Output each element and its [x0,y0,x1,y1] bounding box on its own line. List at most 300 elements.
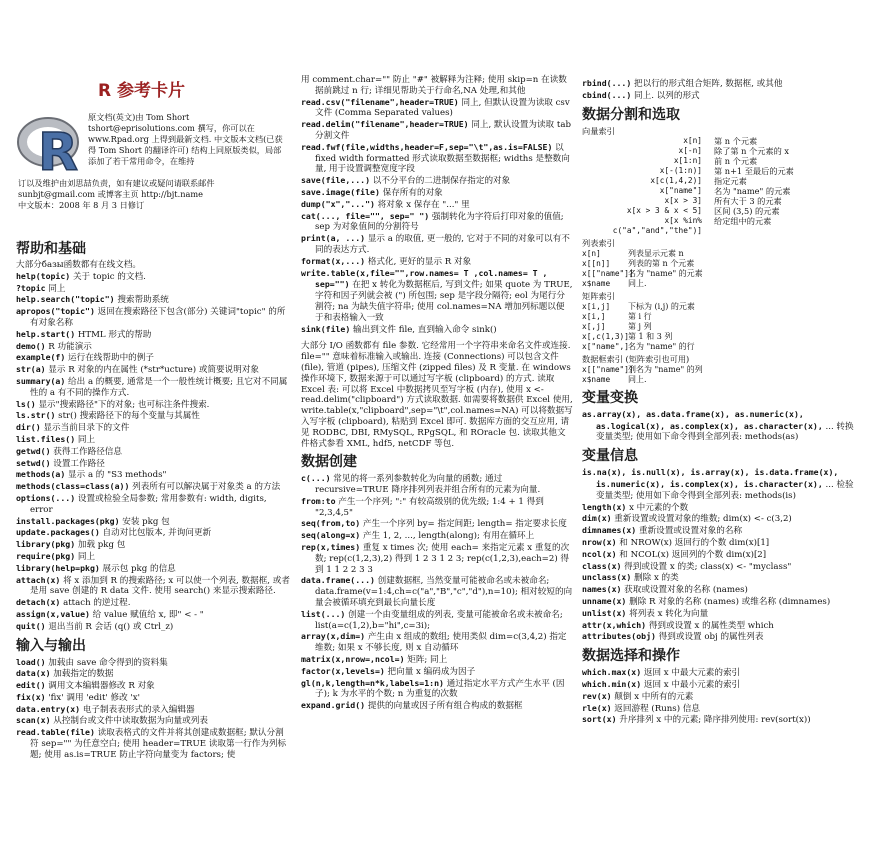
entry-command: detach(x) [16,597,61,608]
index-meaning: 第 n+1 至最后的元素 [714,166,794,177]
index-expression: x[i,] [582,311,606,321]
index-expression: x[,j] [582,321,606,331]
entry-command: rbind(...) [582,78,632,88]
entry-description: 退出当前 R 会话 (q() 或 Ctrl_z) [45,621,174,632]
entry [16,469,290,481]
entry-command: read.table(file) [16,727,95,738]
entry-command: which.min(x) [582,678,642,689]
entry-description: 同上 [75,434,96,445]
entry [301,268,573,324]
entry-command: fix(x) [16,691,46,702]
index-meaning: 列表显示元素 n [628,249,684,259]
entry-description: 得到或设置 obj 的属性列表 [655,632,764,643]
entry-description: 显示当前目录下的文件 [40,423,130,434]
index-row [582,332,858,342]
entry [16,294,290,306]
entry-description: 将对象 x 保存在 "..." 里 [374,199,470,210]
entry-description: 同上 [75,551,96,562]
entry-command: seq(from,to) [301,518,361,529]
entry-command: read.delim("filename",header=TRUE) [301,119,469,130]
index-meaning: 同上. [628,374,647,384]
entry-command: c(...) [301,473,331,484]
entry [582,691,858,703]
entry [301,700,573,712]
entry [301,97,573,120]
entry [582,608,858,620]
vector-index-table [582,136,858,236]
entry-description: 产生由 x 组成的数组; 使用类似 dim=c(3,4,2) 指定维数; 如果 x 不够长度, 则 x 自动循环 [315,632,567,654]
entry-command: nrow(x) [582,536,617,547]
entry-description: 颠倒 x 中所有的元素 [611,691,694,702]
entry-command: attach(x) [16,574,61,585]
entry [301,666,573,678]
info-list [582,467,858,643]
entry [16,376,290,399]
help-intro: 大部分базы函数都有在线文档。 [16,260,141,270]
entry [16,399,290,411]
conversion-list [582,409,858,443]
index-row [582,249,858,259]
entry-command: expand.grid() [301,700,366,711]
vector-index-label: 向量索引 [582,125,615,136]
card-title: R 参考卡片 [98,81,186,101]
index-row [582,166,858,176]
index-meaning: 名为 "name" 的元素 [714,186,791,197]
entry-description: 和 NROW(x) 返回行的个数 dim(x)[1] [616,537,770,548]
entry [582,513,858,525]
entry [16,329,290,341]
entry [582,78,858,90]
index-expression: x$name [582,279,611,289]
entry-command: ls() [16,398,36,409]
entry-description: 显示 a 的 "S3 methods" [65,470,167,481]
entry-command: sink(file) [301,323,351,334]
entry [301,530,573,542]
index-expression: x[,c(1,3)] [582,331,629,341]
entry-command: methods(a) [16,469,66,480]
intro-text-continued [18,178,288,211]
index-row [582,322,858,332]
entry-description: 重新设置或设置对象的名称 [636,526,743,537]
entry-description: 返回 x 中最小元素的索引 [641,679,741,690]
entry-description: 重新设置或设置对象的维数; dim(x) <- c(3,2) [611,514,792,525]
entry-description: 把向量 x 编码成为因子 [384,666,476,677]
entry-command: load() [16,656,46,667]
entry-command: install.packages(pkg) [16,515,120,526]
entry [301,119,573,142]
entry-description: 创建数据框, 当然变量可能被命名或未被命名; data.frame(v=1:4,ch=c("a","B","c","d"),n=10); 相对较短的向量会被循环填充到最长向量长度 [315,576,573,609]
index-meaning: 所有大于 3 的元素 [714,196,782,207]
entry [16,668,290,680]
index-meaning: 除了第 n 个元素的 x [714,146,790,157]
entry-description: ... 转换变量类型; 使用如下命令得到全部列表: methods(as) [596,421,854,443]
index-expression: x[["name"]] [582,269,634,279]
entry-description: 返回游程 (Runs) 信息 [611,703,700,714]
entry-command: ncol(x) [582,548,617,559]
section-create-title: 数据创建 [301,454,357,471]
entry [582,679,858,691]
entry-description: 显示 R 对象的内在属性 (*str*ucture) 或简要说明对象 [45,365,260,376]
index-meaning: 指定元素 [714,176,747,187]
entry-command: length(x) [582,501,627,512]
entry-command: data(x) [16,668,51,679]
index-row [582,156,858,166]
entry [582,631,858,643]
entry-description: 加载由 save 命令得到的资料集 [45,657,168,668]
entry-description: 把以行的形式组合矩阵, 数据框, 或其他 [631,79,783,89]
entry-description: 显示 a 的取值, 更一般的, 它对于不同的对象可以有不同的表达方式. [315,234,570,255]
entry [16,692,290,704]
entry-description: 通过指定水平方式产生水平 (因子); k 为水平的个数; n 为重复的次数 [315,678,565,700]
index-row [582,186,858,196]
entry [301,609,573,632]
index-row [582,312,858,322]
entry [301,496,573,519]
entry [16,481,290,493]
index-row [582,136,858,146]
section-slice-title: 数据分割和选取 [582,106,680,123]
entry-description: 电子制表表形式的录入编辑器 [80,704,195,715]
entry-command: matrix(x,nrow=,ncol=) [301,654,405,665]
entry [301,542,573,575]
entry [16,422,290,434]
entry-description: 创建一个由变量组成的列表, 变量可能被命名或未被命名; list(a=c(1,2),b="hi",c=3i); [315,609,563,631]
index-expression: x[x %in% c("a","and","the")] [612,216,702,236]
entry-command: methods(class=class(a)) [16,481,130,492]
entry-description: 用 comment.char="" 防止 "#" 被解释为注释; 使用 skip=n 在读数据前跳过 n 行; 详细见帮助关于行命名,NA 处理,和其他 [301,75,567,96]
entry-command: rle(x) [582,702,612,713]
entry [582,714,858,726]
entry [16,493,290,516]
entry-command: getwd() [16,445,51,456]
entry [16,539,290,551]
entry-command: which.max(x) [582,667,642,678]
entry-description: 设置或检验全局参数; 常用参数有: width, digits, error [30,493,267,515]
index-row [582,365,858,375]
entry-command: require(pkg) [16,550,76,561]
index-meaning: 名为 "name" 的行 [628,341,695,351]
entry [301,74,573,97]
entry-description: 设置工作路径 [50,458,105,469]
column-3 [582,78,858,726]
entry-command: dimnames(x) [582,525,637,536]
entry-description: 重复 x times 次; 使用 each= 来指定元素 x 重复的次数; rep(c(1,2,3),2) 得到 1 2 3 1 2 3; rep(c(1,2,3),each=2) 得到 1 1 2 2 3 3 [315,543,570,575]
index-row [582,176,858,186]
entry-command: unname(x) [582,595,627,606]
entry-command: cat(..., file="", sep=" ") [301,210,430,221]
entry-command: ls.str() [16,410,56,421]
entry-description: 关于 topic 的文档. [70,271,146,282]
index-row [582,375,858,385]
index-meaning: 名为 "name" 的元素 [628,269,703,279]
entry-command: library(help=pkg) [16,562,100,573]
entry-description: 展示包 pkg 的信息 [99,563,176,574]
entry-command: apropos("topic") [16,306,95,317]
index-meaning: 第 i 行 [628,311,652,321]
entry-description: 提供的向量或因子所有组合构成的数据框 [365,701,523,712]
index-expression: x[1:n] [673,156,702,166]
index-meaning: 第 1 和 3 列 [628,331,673,341]
entry [16,410,290,422]
entry [582,620,858,632]
index-meaning: 第 n 个元素 [714,136,758,147]
entry [16,715,290,727]
index-expression: x["name",] [582,341,629,351]
io-list [16,657,290,761]
entry-command: from:to [301,495,336,506]
entry-description: 'fix' 调用 'edit' 修改 'x' [45,692,141,703]
entry-description: 运行在线帮助中的例子 [65,353,154,364]
entry [582,502,858,514]
entry-description: 加载指定的数据 [50,669,114,680]
entry-command: as.array(x), as.data.frame(x), as.numeric(x), as.logical(x), as.complex(x), as.character(x), [582,408,823,431]
entry [582,572,858,584]
entry-description: 显示"搜索路径"下的对象; 也可标注条件搜索. [35,399,210,410]
entry [16,446,290,458]
help-list [16,271,290,633]
entry-command: attributes(obj) [582,631,656,642]
version-line: 中文版本：2008 年 8 月 3 日修订 [18,200,145,210]
matrix-index-label: 矩阵索引 [582,291,615,302]
entry-description: attach 的逆过程. [60,598,131,609]
intro-contact: 订以及维护由刘思喆负责，如有建议或疑问请联系邮件 sunbjt@gmail.com 或博客主页 http://bjt.name [18,178,215,199]
index-expression: x[n] [683,136,702,146]
entry-description: 得到或设置 x 的属性类型 which [646,620,774,631]
index-expression: x[x > 3 & x < 5] [626,206,702,216]
entry-command: ?topic [16,282,46,293]
entry-description: 同上. 以列的形式 [631,90,700,101]
index-meaning: 列名为 "name" 的列 [628,364,703,374]
entry-command: scan(x) [16,715,51,726]
index-expression: x["name"] [659,186,702,196]
entry-command: save(file,...) [301,175,371,186]
entry-description: 从控制台或文件中读取数据为向量或列表 [50,716,208,727]
entry-command: edit() [16,680,46,691]
section-help-title: 帮助和基础 [16,241,86,257]
io-note: 大部分 I/O 函数都有 file 参数. 它经常用一个字符串来命名文件或连接. file="" 意味着标准输入或输出. 连接 (Connections) 可以包含文件 (file), 管道 (pipes), 压缩文件 (zipped files) 及 R 变量. 在 windows 操作环境下, 数据来源于可以通过写字板 (clipboard) 的方式. 读取 Excel 表: 可以将 Excel 中数据拷贝至写字板 (内存), 使用 x <- read.delim("clipboard") 方式读取数据. 如需要将数据供 Excel 使用, write.table(x,"clipboard",sep="\t",col.names=NA) 可以将数据写入写字板 (clipboard), 粘贴到 Excel 即可. 数据库方面的交互应用, 请见 RODBC, DBI, RMySQL, RPgSQL, 和 ROracle 包. 读取其他文件格式参看 XML, hdf5, netCDF 等包. [301,341,573,449]
entry [582,667,858,679]
entry [16,516,290,528]
entry [301,631,573,654]
column-2 [301,74,573,712]
entry-description: 删除 R 对象的名称 (names) 或维名称 (dimnames) [626,596,831,607]
entry-description: 输出到文件 file, 直到输入命令 sink() [350,324,497,335]
entry [301,142,573,175]
entry-description: 安装 pkg 包 [119,516,170,527]
entry-description: 将 x 添加到 R 的搜索路径; x 可以使一个列表, 数据框, 或者是用 save 创建的 R data 文件. 使用 search() 来显示搜索路径. [30,575,290,597]
entry-description: 同上 [45,283,66,294]
index-row [582,216,858,236]
entry-description: 保存所有的对象 [379,187,443,198]
entry-command: assign(x,value) [16,608,90,619]
entry [301,256,573,268]
section-conversion-title: 变量变换 [582,389,638,406]
entry-command: factor(x,levels=) [301,665,385,676]
entry [301,324,573,336]
entry-command: setwd() [16,457,51,468]
index-row [582,196,858,206]
section-selection-title: 数据选择和操作 [582,648,680,665]
index-meaning: 列表的第 n 个元素 [628,259,695,269]
entry [301,187,573,199]
entry-command: str(a) [16,364,46,375]
entry-description: str() 搜索路径下的每个变量与其属性 [55,411,200,422]
entry-command: read.fwf(file,widths,header=F,sep="\t",as.is=FALSE) [301,141,553,152]
entry [582,90,858,102]
entry-description: 自动对比包版本, 并询问更新 [99,528,212,539]
entry-command: example(f) [16,352,66,363]
entry [301,175,573,187]
index-meaning: 前 n 个元素 [714,156,758,167]
entry [16,597,290,609]
entry [582,467,858,501]
index-meaning: 区间 (3,5) 的元素 [714,206,780,217]
list-index-table [582,249,858,289]
entry [16,434,290,446]
io-list-continued [301,74,573,335]
index-expression: x[n] [582,249,601,259]
entry [301,518,573,530]
entry-command: gl(n,k,length=n*k,labels=1:n) [301,677,444,688]
entry-command: unlist(x) [582,607,627,618]
entry-command: array(x,dim=) [301,631,366,642]
index-meaning: 下标为 (i,j) 的元素 [628,301,695,311]
entry-description: 列表所有可以解决属于对象类 a 的方法 [129,482,281,493]
entry-description: 调用文本编辑器修改 R 对象 [45,681,155,692]
entry-command: unclass(x) [582,572,632,583]
entry-command: sort(x) [582,714,617,725]
entry-command: update.packages() [16,527,100,538]
entry-command: attr(x,which) [582,619,647,630]
entry-description: 将列表 x 转化为向量 [626,608,709,619]
entry-command: seq(along=x) [301,530,361,541]
entry-description: HTML 形式的帮助 [75,329,152,340]
dataframe-index-table [582,365,858,385]
entry [16,727,290,760]
entry-command: help.search("topic") [16,294,115,305]
entry [582,584,858,596]
intro-text: 原文档(英文)由 Tom Short tshort@eprisolutions.com 撰写，你可以在 www.Rpad.org 上得到最新文档. 中文版本文档(已获得 Tom Short 的翻译许可) 结构上同原版类似，局部添加了若干常用命令，在维持 [88,112,283,166]
entry-command: cbind(...) [582,89,632,100]
entry [16,680,290,692]
entry [582,409,858,443]
index-meaning: 第 j 列 [628,321,652,331]
entry-description: x 中元素的个数 [626,502,689,513]
entry-command: help(topic) [16,270,71,281]
entry-description: 矩阵; 同上 [404,655,448,666]
entry [301,678,573,701]
entry [301,575,573,608]
entry-description: 常见的将一系列参数转化为向量的函数; 通过 recursive=TRUE 降序排列列表并组合所有的元素为向量. [315,474,541,496]
entry-command: demo() [16,340,46,351]
entry [301,199,573,211]
entry-command: names(x) [582,584,622,595]
create-list [301,473,573,712]
entry-command: rep(x,times) [301,542,361,553]
entry-description: 格式化, 更好的显示 R 对象 [365,256,472,267]
entry-command: library(pkg) [16,539,76,550]
entry-command: data.frame(...) [301,575,375,586]
index-expression: x[c(1,4,2)] [650,176,702,186]
entry-description: 搜索帮助系统 [114,295,169,306]
entry-command: format(x,...) [301,255,366,266]
entry-command: list(...) [301,608,346,619]
entry-description: ... 检验变量类型; 使用如下命令得到全部列表: methods(is) [596,479,854,501]
entry-command: list.files() [16,433,76,444]
entry [301,654,573,666]
index-meaning: 同上. [628,279,647,289]
index-expression: x[-n] [678,146,702,156]
index-meaning: 给定组中的元素 [714,216,772,227]
entry [16,306,290,329]
index-expression: x[[n]] [582,259,611,269]
section-info-title: 变量信息 [582,448,638,465]
entry [16,458,290,470]
entry-command: dump("x","...") [301,198,375,209]
entry-command: quit() [16,620,46,631]
entry [301,211,573,234]
entry-command: class(x) [582,560,622,571]
index-expression: x[x > 3] [664,196,702,206]
entry [16,704,290,716]
entry [582,561,858,573]
index-row [582,279,858,289]
entry-command: dir() [16,422,41,433]
entry-command: print(a, ...) [301,233,366,244]
entry-command: write.table(x,file="",row.names= T ,col.names= T , sep="") [301,267,548,290]
entry [16,609,290,621]
entry-description: 升序排列 x 中的元素; 降序排列使用: rev(sort(x)) [616,715,811,726]
entry [301,233,573,256]
index-row [582,206,858,216]
entry-command: options(...) [16,492,76,503]
r-logo-icon [16,112,86,178]
entry-command: help.start() [16,328,76,339]
entry-command: read.csv("filename",header=TRUE) [301,96,459,107]
index-row [582,269,858,279]
entry-description: 以 fixed width formatted 形式读取数据至数据框; widths 是整数向量, 用于设置调整宽度字段 [315,142,570,175]
index-expression: x$name [582,374,611,384]
entry-description: 读取表格式的文件并将其创建成数据框; 默认分割符 sep="" 为任意空白; 使用 header=TRUE 读取第一行作为列标题; 使用 as.is=TRUE 防止字符向量变为 factors; 使 [30,728,287,760]
entry-description: 强制转化为字符后打印对象的值值; sep 为对象值间的分割符号 [315,211,564,233]
entry-command: summary(a) [16,375,66,386]
entry-command: is.na(x), is.null(x), is.array(x), is.data.frame(x), is.numeric(x), is.complex(x), is.character(x), [582,467,839,489]
entry [16,563,290,575]
entry [16,364,290,376]
index-expression: x[["name"]] [582,364,634,374]
entry-description: 获取或设置对象的名称 (names) [621,585,748,596]
dataframe-index-label: 数据框索引 (矩阵索引也可用) [582,353,690,364]
column-1 [16,236,290,761]
entry [16,283,290,295]
entry [16,621,290,633]
entry-description: R 功能演示 [45,341,92,352]
index-expression: x[-(1:n)] [659,166,702,176]
selection-list [582,667,858,726]
entry-description: 在把 x 转化为数据框后, 写到文件; 如果 quote 为 TRUE, 字符和因子列就会被 (") 所包围; sep 是字段分隔符; eol 为尾行分割符; na 为缺失值字符串; 使用 col.names=NA 增加列标题以便于和表格输入一致 [315,280,573,323]
entry [16,575,290,598]
entry [301,473,573,496]
entry-description: 返回在搜索路径下包含(部分) 关键词"topic" 的所有对象名称 [30,307,286,328]
section-io-title: 输入与输出 [16,637,86,654]
entry-command: dim(x) [582,513,612,524]
entry-description: 同上, 默认设置为读取 tab 分割文件 [315,120,571,141]
entry [582,549,858,561]
entry-command: rev(x) [582,690,612,701]
entry-command: data.entry(x) [16,703,81,714]
matrix-index-table [582,302,858,352]
entry-command: save.image(file) [301,186,380,197]
